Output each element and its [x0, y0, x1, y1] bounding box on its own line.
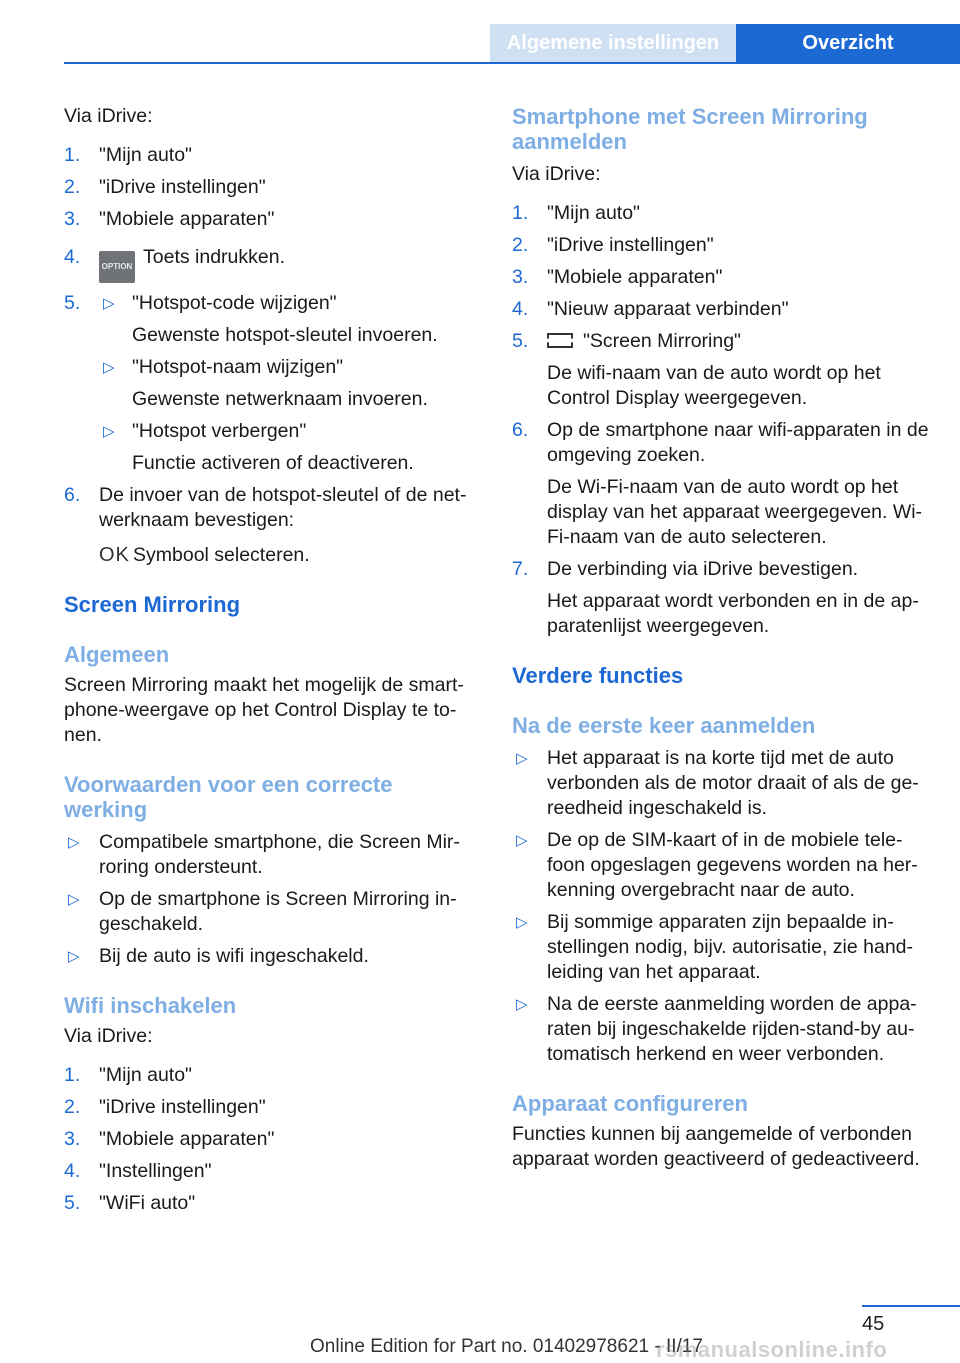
aanmelden-heading: Smartphone met Screen Mirroring aanmelden [512, 104, 868, 154]
step-sub [99, 543, 476, 568]
configureren-text: Functies kunnen bij aangemelde of verbonden apparaat worden geactiveerd of gedeactiveerd. [512, 1123, 920, 1170]
hotspot-steps [64, 143, 476, 568]
item-text: De op de SIM-kaart of in de mobiele tele-foon opgeslagen gegevens worden na her-kenning overgebracht naar de auto. [547, 829, 918, 901]
step-number: 1. [64, 144, 81, 166]
item-text: Na de eerste aanmelding worden de appa-raten bij ingeschakelde rijden-stand-by au-tomatisch herkend en weer verbonden. [547, 993, 917, 1065]
triangle-bullet-icon: ▷ [103, 423, 115, 440]
chapter-tab: Overzicht [736, 24, 960, 62]
configureren-heading: Apparaat configureren [512, 1091, 748, 1116]
step-number: 3. [64, 208, 81, 230]
triangle-bullet-icon: ▷ [516, 832, 528, 849]
list-item [64, 483, 476, 568]
step-number: 2. [64, 176, 81, 198]
step-text: De verbinding via iDrive bevestigen. [547, 558, 859, 580]
triangle-bullet-icon: ▷ [516, 750, 528, 767]
step-text: "Mijn auto" [99, 144, 192, 166]
list-item [512, 910, 930, 985]
step-text: Toets indrukken. [143, 246, 285, 268]
triangle-bullet-icon: ▷ [68, 834, 80, 851]
step-text: "Nieuw apparaat verbinden" [547, 298, 789, 320]
list-item [64, 1191, 476, 1216]
list-item [64, 1095, 476, 1120]
step-text: "iDrive instellingen" [547, 234, 714, 256]
screen-mirroring-icon [547, 333, 573, 348]
list-item [512, 557, 930, 639]
na-aanmelden-list [512, 746, 930, 1067]
option-button-icon: OPTION [99, 251, 135, 283]
step-text: "iDrive instellingen" [99, 176, 266, 198]
option-desc: Gewenste hotspot-sleutel invoeren. [132, 324, 438, 346]
step-text: De invoer van de hotspot-sleutel of de net-werknaam bevestigen: [99, 484, 467, 531]
algemeen-heading: Algemeen [64, 642, 170, 667]
step-sub-text: Symbool selecteren. [133, 544, 310, 566]
wifi-via-label: Via iDrive: [64, 1025, 153, 1047]
list-item [512, 746, 930, 821]
na-aanmelden-heading: Na de eerste keer aanmelden [512, 713, 816, 738]
wifi-heading: Wifi inschakelen [64, 993, 237, 1018]
list-item [64, 1159, 476, 1184]
list-item [512, 329, 930, 411]
step-number: 5. [64, 1192, 81, 1214]
step-number: 4. [64, 246, 81, 268]
list-item [64, 830, 476, 880]
step-number: 6. [512, 419, 529, 441]
item-text: Bij de auto is wifi ingeschakeld. [99, 945, 369, 967]
step-number: 7. [512, 558, 529, 580]
ok-icon: OK [99, 544, 130, 566]
via-idrive-label: Via iDrive: [64, 105, 153, 127]
voorwaarden-list [64, 830, 476, 969]
step-number: 3. [64, 1128, 81, 1150]
footer-divider [862, 1305, 960, 1307]
screen-mirroring-heading: Screen Mirroring [64, 592, 241, 617]
wifi-steps [64, 1063, 476, 1216]
list-item [64, 1063, 476, 1088]
option-title: "Hotspot-code wijzigen" [132, 292, 337, 314]
step-sub: De wifi-naam van de auto wordt op het Control Display weergegeven. [547, 362, 881, 409]
list-item [512, 992, 930, 1067]
step-sub: Het apparaat wordt verbonden en in de ap-paratenlijst weergegeven. [547, 590, 919, 637]
step-number: 4. [64, 1160, 81, 1182]
page-header [0, 0, 960, 62]
list-item [512, 297, 930, 322]
step-text: "Mijn auto" [99, 1064, 192, 1086]
step-text: "Mobiele apparaten" [99, 1128, 275, 1150]
list-item [64, 291, 476, 476]
list-item [512, 828, 930, 903]
watermark: rsmanualsonline.info [656, 1337, 888, 1362]
verdere-functies-heading: Verdere functies [512, 663, 684, 688]
step5-options [99, 291, 476, 476]
item-text: Het apparaat is na korte tijd met de auto verbonden als de motor draait of als de ge-reedheid ingeschakeld is. [547, 747, 919, 819]
edition-text: Online Edition for Part no. 01402978621 - II/17 [310, 1336, 703, 1357]
step-number: 5. [64, 292, 81, 314]
triangle-bullet-icon: ▷ [68, 948, 80, 965]
option-title: "Hotspot verbergen" [132, 420, 307, 442]
list-item [64, 143, 476, 168]
step-text: "WiFi auto" [99, 1192, 196, 1214]
step-text: "Mobiele apparaten" [99, 208, 275, 230]
right-column [512, 104, 930, 1172]
list-item [64, 245, 476, 283]
step-number: 3. [512, 266, 529, 288]
page-number: 45 [862, 1313, 885, 1335]
option-desc: Functie activeren of deactiveren. [132, 452, 414, 474]
via-idrive-label: Via iDrive: [512, 163, 601, 185]
list-item [64, 207, 476, 232]
option-item [99, 291, 476, 348]
left-column [64, 98, 476, 1223]
triangle-bullet-icon: ▷ [516, 996, 528, 1013]
section-tab: Algemene instellingen [490, 24, 736, 62]
step-text: Op de smartphone naar wifi-apparaten in de omgeving zoeken. [547, 419, 929, 466]
list-item [64, 175, 476, 200]
option-title: "Hotspot-naam wijzigen" [132, 356, 344, 378]
step-number: 2. [64, 1096, 81, 1118]
triangle-bullet-icon: ▷ [516, 914, 528, 931]
list-item [512, 201, 930, 226]
step-text: "Mijn auto" [547, 202, 640, 224]
step-number: 4. [512, 298, 529, 320]
step-text: "Instellingen" [99, 1160, 212, 1182]
header-divider [64, 62, 960, 64]
option-item [99, 355, 476, 412]
algemeen-text: Screen Mirroring maakt het mogelijk de smart-phone-weergave op het Control Display te to-nen. [64, 674, 464, 746]
step-number: 5. [512, 330, 529, 352]
item-text: Compatibele smartphone, die Screen Mir-roring ondersteunt. [99, 831, 460, 878]
aanmelden-steps [512, 201, 930, 639]
step-number: 2. [512, 234, 529, 256]
item-text: Op de smartphone is Screen Mirroring in-geschakeld. [99, 888, 457, 935]
list-item [64, 944, 476, 969]
step-text: "Screen Mirroring" [583, 330, 741, 352]
step-number: 1. [64, 1064, 81, 1086]
list-item [512, 265, 930, 290]
step-text: "Mobiele apparaten" [547, 266, 723, 288]
option-desc: Gewenste netwerknaam invoeren. [132, 388, 428, 410]
list-item [64, 1127, 476, 1152]
step-sub: De Wi-Fi-naam van de auto wordt op het display van het apparaat weergegeven. Wi-Fi-naam van de auto selecteren. [547, 476, 923, 548]
triangle-bullet-icon: ▷ [68, 891, 80, 908]
triangle-bullet-icon: ▷ [103, 359, 115, 376]
list-item [512, 418, 930, 550]
list-item [64, 887, 476, 937]
step-number: 1. [512, 202, 529, 224]
step-number: 6. [64, 484, 81, 506]
step-text: "iDrive instellingen" [99, 1096, 266, 1118]
triangle-bullet-icon: ▷ [103, 295, 115, 312]
option-item [99, 419, 476, 476]
list-item [512, 233, 930, 258]
voorwaarden-heading: Voorwaarden voor een correcte werking [64, 772, 393, 822]
item-text: Bij sommige apparaten zijn bepaalde in-stellingen nodig, bijv. autorisatie, zie hand-leiding van het apparaat. [547, 911, 914, 983]
